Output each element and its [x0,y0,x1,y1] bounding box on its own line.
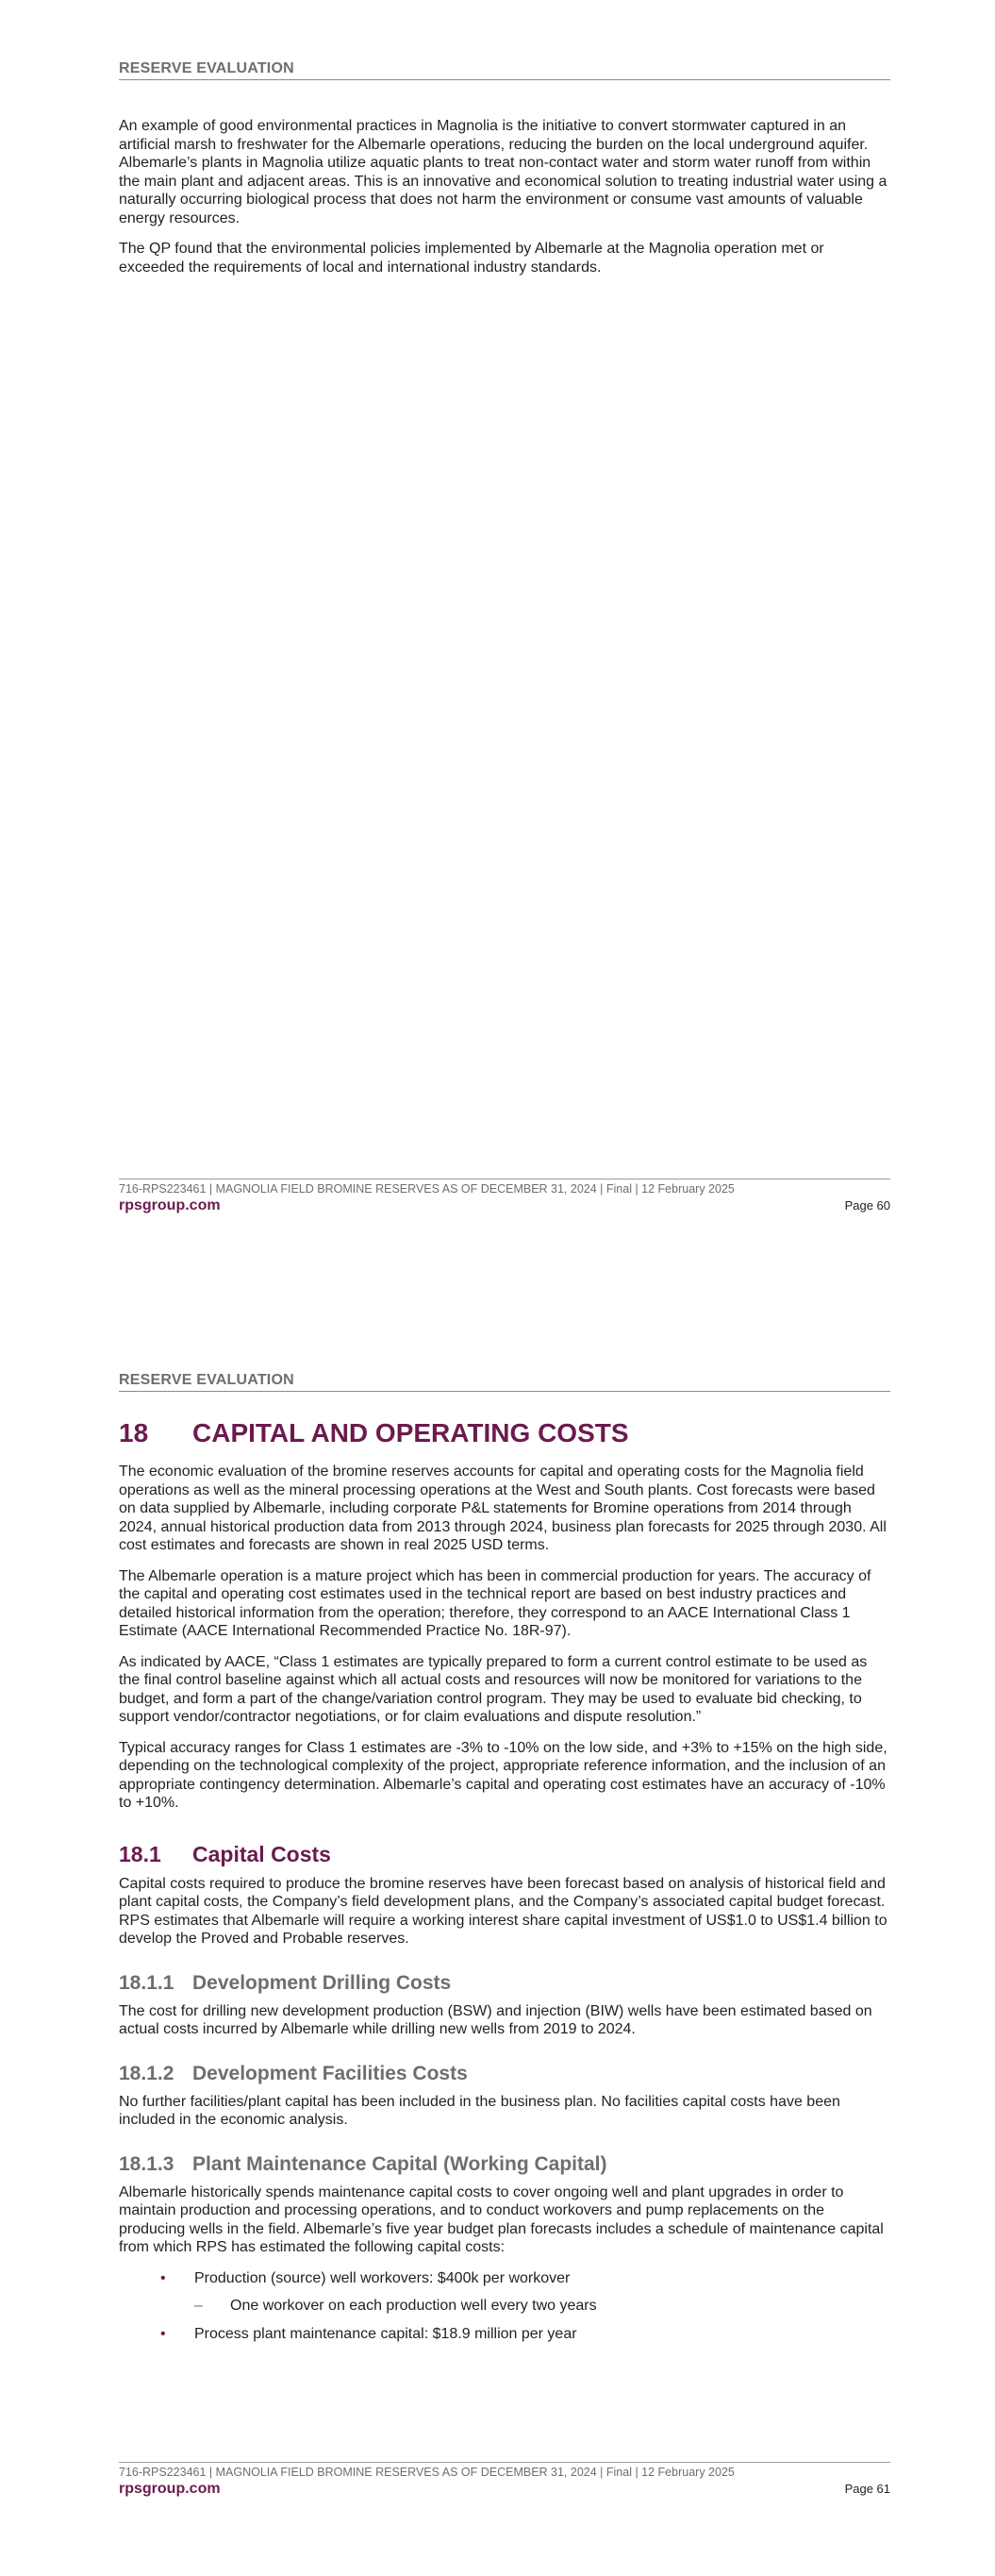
subsection-number: 18.1 [119,1841,161,1866]
page-number: Page 60 [844,1198,890,1213]
page-footer [119,2462,890,2498]
body-paragraph: An example of good environmental practices in Magnolia is the initiative to convert stormwater captured in an artificial marsh to freshwater for the Albemarle operations, reducing the burden on the local underground aquifer. Albemarle’s plants in Magnolia utilize aquatic plants to treat non-contact water and storm water runoff from within the main plant and adjacent areas. This is an innovative and economical solution to treating industrial water using a naturally occurring biological process that does not harm the environment or consume vast amounts of valuable energy resources. [119,118,887,226]
list-item-text: Production (source) well workovers: $400k per workover [194,2269,571,2286]
section-number: 18 [119,1418,149,1447]
subsubsection-number: 18.1.1 [119,1971,174,1994]
page-footer [119,1179,890,1214]
list-item [119,2325,890,2344]
subsubsection-number: 18.1.3 [119,2152,174,2175]
body-paragraph: The cost for drilling new development production (BSW) and injection (BIW) wells have been estimated based on actual costs incurred by Albemarle while drilling new wells from 2019 to 2024. [119,2002,872,2037]
subsubsection-title: Development Drilling Costs [192,1971,452,1994]
footer-site-link[interactable]: rpsgroup.com [119,2481,221,2497]
body-paragraph: The economic evaluation of the bromine reserves accounts for capital and operating costs for the Magnolia field operations as well as the mineral processing operations at the West and South plants. Cost forecasts were based on data supplied by Albemarle, including corporate P&L statements for Bromine operations from 2014 through 2024, annual historical production data from 2013 through 2024, business plan forecasts for 2025 through 2030. All cost estimates and forecasts are shown in real 2025 USD terms. [119,1464,887,1553]
page-61 [0,1312,995,2576]
list-item-text: Process plant maintenance capital: $18.9 million per year [194,2325,577,2342]
section-title: CAPITAL AND OPERATING COSTS [192,1418,629,1447]
page-header: RESERVE EVALUATION [119,60,890,80]
subsubsection-title: Plant Maintenance Capital (Working Capital) [192,2152,607,2175]
body-paragraph: Typical accuracy ranges for Class 1 estimates are -3% to -10% on the low side, and +3% to +15% on the high side, depending on the technological complexity of the project, appropriate reference information, and the inclusion of an appropriate contingency determination. Albemarle’s capital and operating cost estimates have an accuracy of -10% to +10%. [119,1739,887,1811]
subsection-title: Capital Costs [192,1841,331,1866]
subsubsection-title: Development Facilities Costs [192,2062,468,2084]
body-paragraph: Capital costs required to produce the bromine reserves have been forecast based on analysis of historical field and plant capital costs, the Company’s field development plans, and the Company’s associated capital budget forecast. RPS estimates that Albemarle will require a working interest share capital investment of US$1.0 to US$1.4 billion to develop the Proved and Probable reserves. [119,1875,887,1947]
body-paragraph: The QP found that the environmental policies implemented by Albemarle at the Magnolia operation met or exceeded the requirements of local and international industry standards. [119,241,824,276]
list-item [119,2297,890,2316]
page-number: Page 61 [844,2482,890,2496]
subsection-heading [119,1841,890,1867]
bullet-icon: • [160,2269,166,2286]
list-item-text: One workover on each production well every two years [230,2298,597,2314]
bullet-icon: • [160,2325,166,2342]
section-heading [119,1417,890,1449]
dash-icon: – [194,2298,203,2314]
page-body [119,117,890,289]
bullet-list [119,2269,890,2344]
page-body [119,1417,890,2352]
body-paragraph: No further facilities/plant capital has been included in the business plan. No facilities capital costs have been included in the economic analysis. [119,2093,840,2128]
body-paragraph: The Albemarle operation is a mature project which has been in commercial production for years. The accuracy of the capital and operating cost estimates used in the technical report are based on best industry practices and detailed historical information from the operation; therefore, they correspond to an AACE International Class 1 Estimate (AACE International Recommended Practice No. 18R-97). [119,1567,871,1639]
body-paragraph: Albemarle historically spends maintenance capital costs to cover ongoing well and plant upgrades in order to maintain production and processing operations, and to conduct workovers and pump replacements on the producing wells in the field. Albemarle’s five year budget plan forecasts includes a schedule of maintenance capital from which RPS has estimated the following capital costs: [119,2183,884,2255]
subsubsection-heading [119,2062,890,2086]
page-header: RESERVE EVALUATION [119,1372,890,1392]
footer-doc-line: 716-RPS223461 | MAGNOLIA FIELD BROMINE RESERVES AS OF DECEMBER 31, 2024 | Final | 12 February 2025 [119,1179,890,1196]
subsubsection-number: 18.1.2 [119,2062,174,2084]
subsubsection-heading [119,1971,890,1996]
footer-doc-line: 716-RPS223461 | MAGNOLIA FIELD BROMINE RESERVES AS OF DECEMBER 31, 2024 | Final | 12 February 2025 [119,2462,890,2479]
list-item [119,2269,890,2288]
subsubsection-heading [119,2152,890,2177]
footer-site-link[interactable]: rpsgroup.com [119,1197,221,1213]
body-paragraph: As indicated by AACE, “Class 1 estimates are typically prepared to form a current control estimate to be used as the final control baseline against which all actual costs and resources will now be monitored for variations to the budget, and form a part of the change/variation control program. They may be used to evaluate bid checking, to support vendor/contractor negotiations, or for claim evaluations and dispute resolution.” [119,1653,868,1725]
